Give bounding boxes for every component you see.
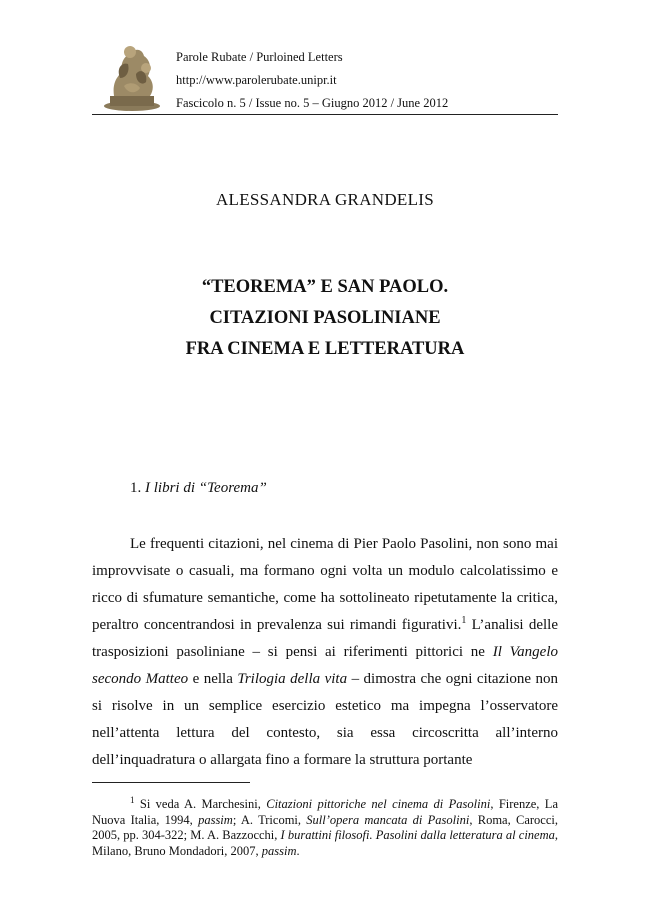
text-run: . xyxy=(296,843,300,858)
footnote-ref[interactable]: 1 xyxy=(461,615,467,626)
article-title xyxy=(0,272,650,365)
book-title: Citazioni pittoriche nel cinema di Pasolini xyxy=(266,797,491,811)
text-run: L’analisi delle trasposizioni pasoliniane – si pensi ai riferimenti pittorici ne xyxy=(92,617,558,660)
section-heading xyxy=(130,480,267,497)
author-name: ALESSANDRA GRANDELIS xyxy=(215,190,435,209)
journal-url[interactable]: http://www.parolerubate.unipr.it xyxy=(176,73,337,87)
book-title: Sull’opera mancata di Pasolini xyxy=(306,812,470,827)
title-line-3: FRA CINEMA E LETTERATURA xyxy=(185,339,465,359)
text-run: , Milano, Bruno Mondadori, 2007, xyxy=(92,828,558,858)
title-line-1: “TEOREMA” E SAN PAOLO. xyxy=(201,277,449,297)
header-rule xyxy=(92,114,558,115)
text-run: passim xyxy=(261,843,297,858)
text-run: , Firenze, La Nuova Italia, 1994, xyxy=(92,797,558,827)
text-run: – dimostra che ogni citazione non si risolve in un semplice esercizio estetico ma impegna l’osservatore nell’attenta lettura del contesto, sia essa circoscritta all’interno dell’inquadratura o allargata fino a formare la struttura portante xyxy=(92,671,559,768)
footnote-mark: 1 xyxy=(130,794,135,805)
body-text xyxy=(92,531,558,774)
footnote xyxy=(92,794,558,859)
text-run: ; A. Tricomi, xyxy=(232,812,307,827)
title-line-2: CITAZIONI PASOLINIANE xyxy=(209,308,441,328)
journal-name: Parole Rubate / Purloined Letters xyxy=(176,50,343,64)
section-number: 1. xyxy=(130,480,142,496)
text-run: Si veda A. Marchesini, xyxy=(134,797,267,811)
text-run: passim xyxy=(198,812,233,827)
issue-info: Fascicolo n. 5 / Issue no. 5 – Giugno 2012 / June 2012 xyxy=(176,96,449,110)
journal-header xyxy=(92,36,558,114)
section-title: I libri di “Teorema” xyxy=(145,480,267,496)
text-run: e nella xyxy=(188,671,238,687)
sculpture-logo-icon xyxy=(100,38,164,112)
film-title: Il Vangelo secondo Matteo xyxy=(92,644,558,687)
book-title: I burattini filosofi. Pasolini dalla letteratura al cinema xyxy=(280,828,555,842)
text-run: , Roma, Carocci, 2005, pp. 304-322; M. A. Bazzocchi, xyxy=(92,812,558,842)
text-run: Le frequenti citazioni, nel cinema di Pier Paolo Pasolini, non sono mai improvvisate o casuali, ma formano ogni volta un modulo calcolatissimo e ricco di sfumature semantiche, come ha sottolineato ripetutamente la critica, peraltro concentrandosi in prevalenza sui rimandi figurativi. xyxy=(92,536,558,633)
film-title: Trilogia della vita xyxy=(237,671,348,687)
footnote-text xyxy=(92,794,558,859)
paragraph xyxy=(92,531,558,774)
footnote-rule xyxy=(92,782,250,783)
